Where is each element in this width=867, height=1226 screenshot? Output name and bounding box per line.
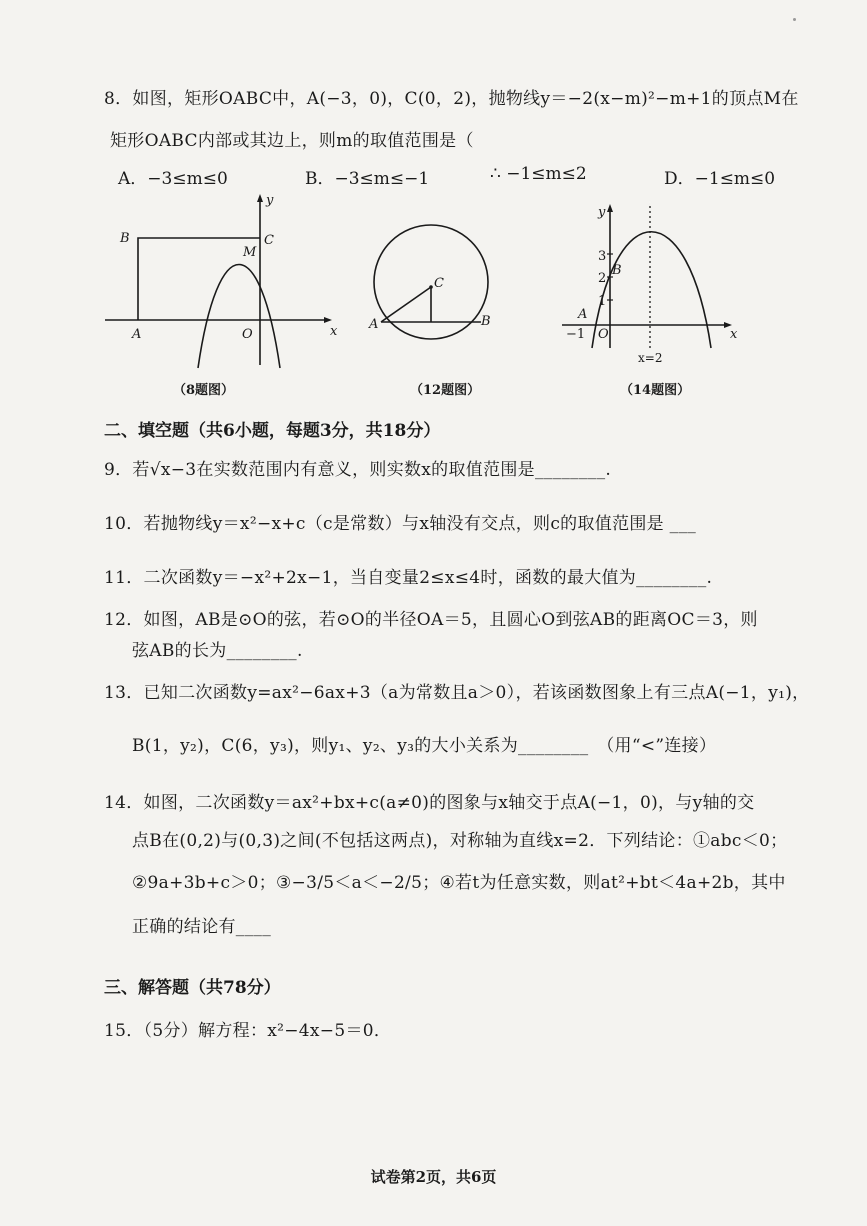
fig8-label-a: A xyxy=(132,327,142,342)
fig14-tick-neg1: −1 xyxy=(566,327,586,342)
page-footer: 试卷第2页，共6页 xyxy=(370,1168,497,1186)
q13-line1: 13．已知二次函数y=ax²−6ax+3（a为常数且a＞0），若该函数图象上有三点A(−1，y₁)， xyxy=(104,683,810,703)
fig12-label-b: B xyxy=(481,314,491,329)
q14-line4: 正确的结论有____ xyxy=(132,917,271,937)
q12-line1: 12．如图，AB是⊙O的弦，若⊙O的半径OA＝5，且圆心O到弦AB的距离OC＝3，则 xyxy=(104,610,758,630)
q13-line2: B(1，y₂)，C(6，y₃)，则y₁、y₂、y₃的大小关系为________ （用“<”连接） xyxy=(132,736,717,756)
fig14-caption: （14题图） xyxy=(620,383,691,398)
fig14-label-b: B xyxy=(612,263,622,278)
fig14-label-o: O xyxy=(598,327,609,342)
q10: 10．若抛物线y＝x²−x+c（c是常数）与x轴没有交点，则c的取值范围是 ___ xyxy=(104,514,697,534)
fig14-tick-1: 1 xyxy=(598,294,607,309)
fig14-label-x: x xyxy=(730,327,738,342)
fig14-tick-3: 3 xyxy=(598,249,607,264)
q14-line1: 14．如图，二次函数y＝ax²+bx+c(a≠0)的图象与x轴交于点A(−1，0)，与y轴的交 xyxy=(104,793,755,813)
q8-line2: 矩形OABC内部或其边上，则m的取值范围是（ xyxy=(110,131,474,151)
fig14-label-a: A xyxy=(578,307,588,322)
figure-8 xyxy=(100,190,350,370)
q11: 11．二次函数y＝−x²+2x−1，当自变量2≤x≤4时，函数的最大值为________. xyxy=(104,568,713,588)
fig8-label-c: C xyxy=(264,233,274,248)
q12-line2: 弦AB的长为________. xyxy=(132,641,303,661)
fig14-axis-label: x=2 xyxy=(638,351,663,365)
fig8-label-y: y xyxy=(266,193,274,208)
fig12-label-a: A xyxy=(369,317,379,332)
q9: 9．若√x−3在实数范围内有意义，则实数x的取值范围是________. xyxy=(104,460,612,480)
fig8-label-b: B xyxy=(120,231,130,246)
q8-option-b: B．−3≤m≤−1 xyxy=(305,169,430,189)
fig12-caption: （12题图） xyxy=(410,383,481,398)
section-2-title: 二、填空题（共6小题，每题3分，共18分） xyxy=(104,421,441,441)
fig8-caption: （8题图） xyxy=(173,383,235,398)
figure-14 xyxy=(558,198,748,373)
q8-line1: 8．如图，矩形OABC中，A(−3，0)，C(0，2)，抛物线y＝−2(x−m)²−m+1的顶点M在 xyxy=(104,89,799,109)
fig8-label-o: O xyxy=(242,327,253,342)
q8-option-d: D．−1≤m≤0 xyxy=(664,169,776,189)
fig8-label-m: M xyxy=(243,245,257,260)
fig14-label-y: y xyxy=(598,205,606,220)
fig8-label-x: x xyxy=(330,324,338,339)
fig14-tick-2: 2 xyxy=(598,271,607,286)
fig12-label-c: C xyxy=(434,276,444,291)
q14-line3: ②9a+3b+c＞0；③−3/5＜a＜−2/5；④若t为任意实数，则at²+bt＜4a+2b，其中 xyxy=(132,873,786,893)
figure-12 xyxy=(365,215,505,365)
q15: 15．（5分）解方程：x²−4x−5＝0． xyxy=(104,1021,392,1041)
section-3-title: 三、解答题（共78分） xyxy=(104,978,281,998)
q8-option-a: A．−3≤m≤0 xyxy=(118,169,228,189)
q14-line2: 点B在(0,2)与(0,3)之间(不包括这两点)，对称轴为直线x=2．下列结论：①abc＜0； xyxy=(132,831,788,851)
q8-option-c: ∴ −1≤m≤2 xyxy=(490,164,587,184)
scan-speck xyxy=(793,18,796,21)
